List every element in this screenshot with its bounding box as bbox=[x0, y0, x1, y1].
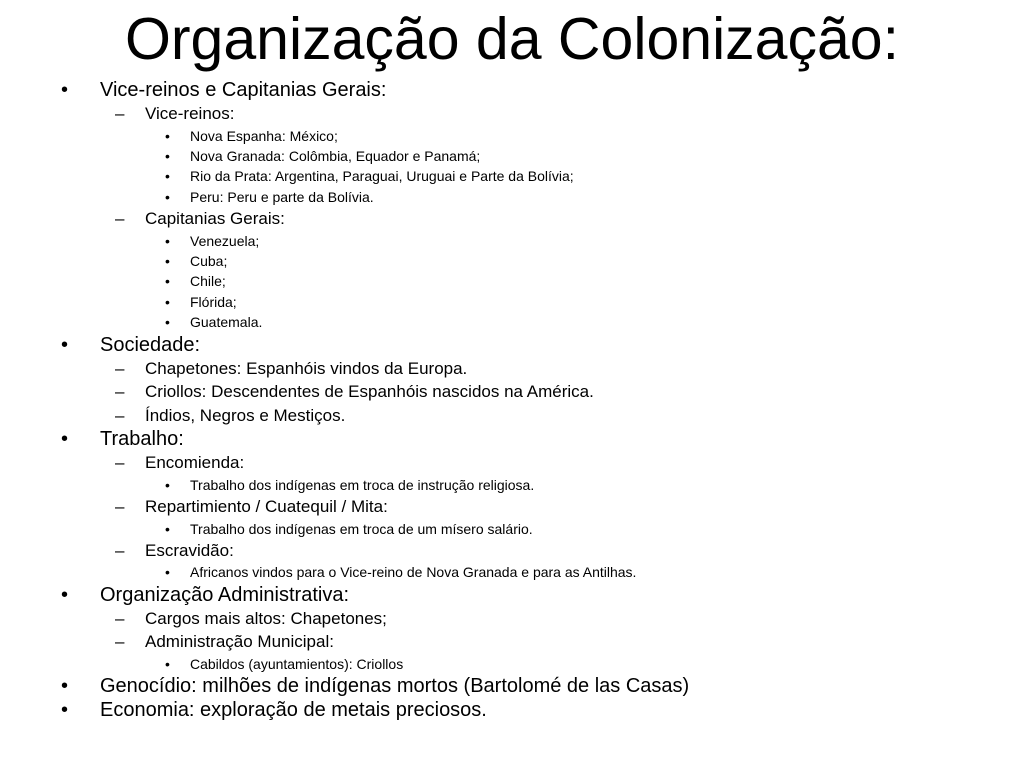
bullet-item-level-3 bbox=[0, 251, 1024, 271]
bullet-text: Administração Municipal: bbox=[145, 632, 334, 652]
bullet-item-level-3 bbox=[0, 126, 1024, 146]
bullet-item-level-2 bbox=[0, 630, 1024, 654]
bullet-item-level-2 bbox=[0, 380, 1024, 404]
bullet-item-level-2 bbox=[0, 357, 1024, 381]
bullet-text: Venezuela; bbox=[190, 232, 260, 249]
bullet-item-level-3 bbox=[0, 475, 1024, 495]
bullet-text: Cuba; bbox=[190, 253, 228, 270]
bullet-item-level-3 bbox=[0, 312, 1024, 332]
bullet-text: Capitanias Gerais: bbox=[145, 209, 285, 229]
dash-marker: – bbox=[115, 209, 125, 229]
bullet-marker: • bbox=[165, 273, 170, 290]
bullet-list bbox=[0, 78, 1024, 722]
bullet-item-level-3 bbox=[0, 562, 1024, 582]
bullet-text: Trabalho dos indígenas em troca de um mísero salário. bbox=[190, 520, 533, 537]
bullet-marker: • bbox=[165, 293, 170, 310]
bullet-marker: • bbox=[61, 428, 69, 451]
bullet-text: Escravidão: bbox=[145, 540, 234, 560]
bullet-item-level-2 bbox=[0, 451, 1024, 475]
dash-marker: – bbox=[115, 497, 125, 517]
bullet-text: Genocídio: milhões de indígenas mortos (Bartolomé de las Casas) bbox=[100, 675, 690, 698]
bullet-marker: • bbox=[61, 333, 69, 356]
bullet-item-level-1 bbox=[0, 78, 1024, 102]
dash-marker: – bbox=[115, 540, 125, 560]
bullet-item-level-3 bbox=[0, 166, 1024, 186]
bullet-text: Vice-reinos e Capitanias Gerais: bbox=[100, 79, 387, 101]
bullet-text: Chile; bbox=[190, 273, 226, 290]
bullet-item-level-1 bbox=[0, 583, 1024, 607]
bullet-marker: • bbox=[61, 583, 69, 606]
bullet-marker: • bbox=[165, 168, 170, 185]
bullet-text: Cargos mais altos: Chapetones; bbox=[145, 608, 387, 628]
bullet-item-level-2 bbox=[0, 539, 1024, 563]
bullet-item-level-1 bbox=[0, 674, 1024, 698]
bullet-marker: • bbox=[61, 79, 69, 101]
bullet-text: Criollos: Descendentes de Espanhóis nascidos na América. bbox=[145, 382, 594, 402]
bullet-item-level-3 bbox=[0, 231, 1024, 251]
bullet-item-level-3 bbox=[0, 187, 1024, 207]
bullet-item-level-3 bbox=[0, 271, 1024, 291]
bullet-text: Organização Administrativa: bbox=[100, 583, 350, 606]
bullet-text: Flórida; bbox=[190, 293, 237, 310]
bullet-item-level-1 bbox=[0, 333, 1024, 357]
bullet-item-level-3 bbox=[0, 654, 1024, 674]
dash-marker: – bbox=[115, 405, 125, 425]
bullet-text: Guatemala. bbox=[190, 314, 263, 331]
bullet-text: Repartimiento / Cuatequil / Mita: bbox=[145, 497, 388, 517]
bullet-item-level-2 bbox=[0, 404, 1024, 428]
bullet-marker: • bbox=[61, 699, 69, 722]
bullet-marker: • bbox=[61, 675, 69, 698]
bullet-item-level-2 bbox=[0, 495, 1024, 519]
bullet-marker: • bbox=[165, 655, 170, 672]
bullet-item-level-2 bbox=[0, 207, 1024, 231]
bullet-text: Trabalho dos indígenas em troca de instrução religiosa. bbox=[190, 476, 535, 493]
bullet-marker: • bbox=[165, 314, 170, 331]
dash-marker: – bbox=[115, 382, 125, 402]
bullet-text: Peru: Peru e parte da Bolívia. bbox=[190, 188, 374, 205]
bullet-marker: • bbox=[165, 253, 170, 270]
bullet-text: Nova Granada: Colômbia, Equador e Panamá; bbox=[190, 147, 481, 164]
dash-marker: – bbox=[115, 453, 125, 473]
bullet-text: Encomienda: bbox=[145, 453, 245, 473]
bullet-item-level-3 bbox=[0, 146, 1024, 166]
bullet-item-level-2 bbox=[0, 102, 1024, 126]
bullet-marker: • bbox=[165, 188, 170, 205]
bullet-text: Vice-reinos: bbox=[145, 104, 235, 123]
bullet-item-level-2 bbox=[0, 607, 1024, 631]
bullet-item-level-1 bbox=[0, 427, 1024, 451]
dash-marker: – bbox=[115, 632, 125, 652]
bullet-text: Índios, Negros e Mestiços. bbox=[145, 405, 346, 425]
bullet-text: Economia: exploração de metais preciosos. bbox=[100, 699, 487, 722]
dash-marker: – bbox=[115, 608, 125, 628]
bullet-text: Cabildos (ayuntamientos): Criollos bbox=[190, 655, 404, 672]
dash-marker: – bbox=[115, 104, 125, 123]
dash-marker: – bbox=[115, 358, 125, 378]
bullet-marker: • bbox=[165, 127, 170, 144]
bullet-marker: • bbox=[165, 232, 170, 249]
bullet-text: Africanos vindos para o Vice-reino de Nova Granada e para as Antilhas. bbox=[190, 564, 637, 581]
bullet-marker: • bbox=[165, 564, 170, 581]
bullet-marker: • bbox=[165, 520, 170, 537]
bullet-text: Rio da Prata: Argentina, Paraguai, Uruguai e Parte da Bolívia; bbox=[190, 168, 574, 185]
bullet-item-level-1 bbox=[0, 698, 1024, 722]
slide-title: Organização da Colonização: bbox=[124, 6, 900, 72]
bullet-text: Chapetones: Espanhóis vindos da Europa. bbox=[145, 358, 468, 378]
bullet-text: Sociedade: bbox=[100, 333, 201, 356]
bullet-item-level-3 bbox=[0, 292, 1024, 312]
bullet-item-level-3 bbox=[0, 519, 1024, 539]
bullet-marker: • bbox=[165, 476, 170, 493]
bullet-marker: • bbox=[165, 147, 170, 164]
bullet-text: Trabalho: bbox=[100, 428, 184, 451]
bullet-text: Nova Espanha: México; bbox=[190, 127, 338, 144]
